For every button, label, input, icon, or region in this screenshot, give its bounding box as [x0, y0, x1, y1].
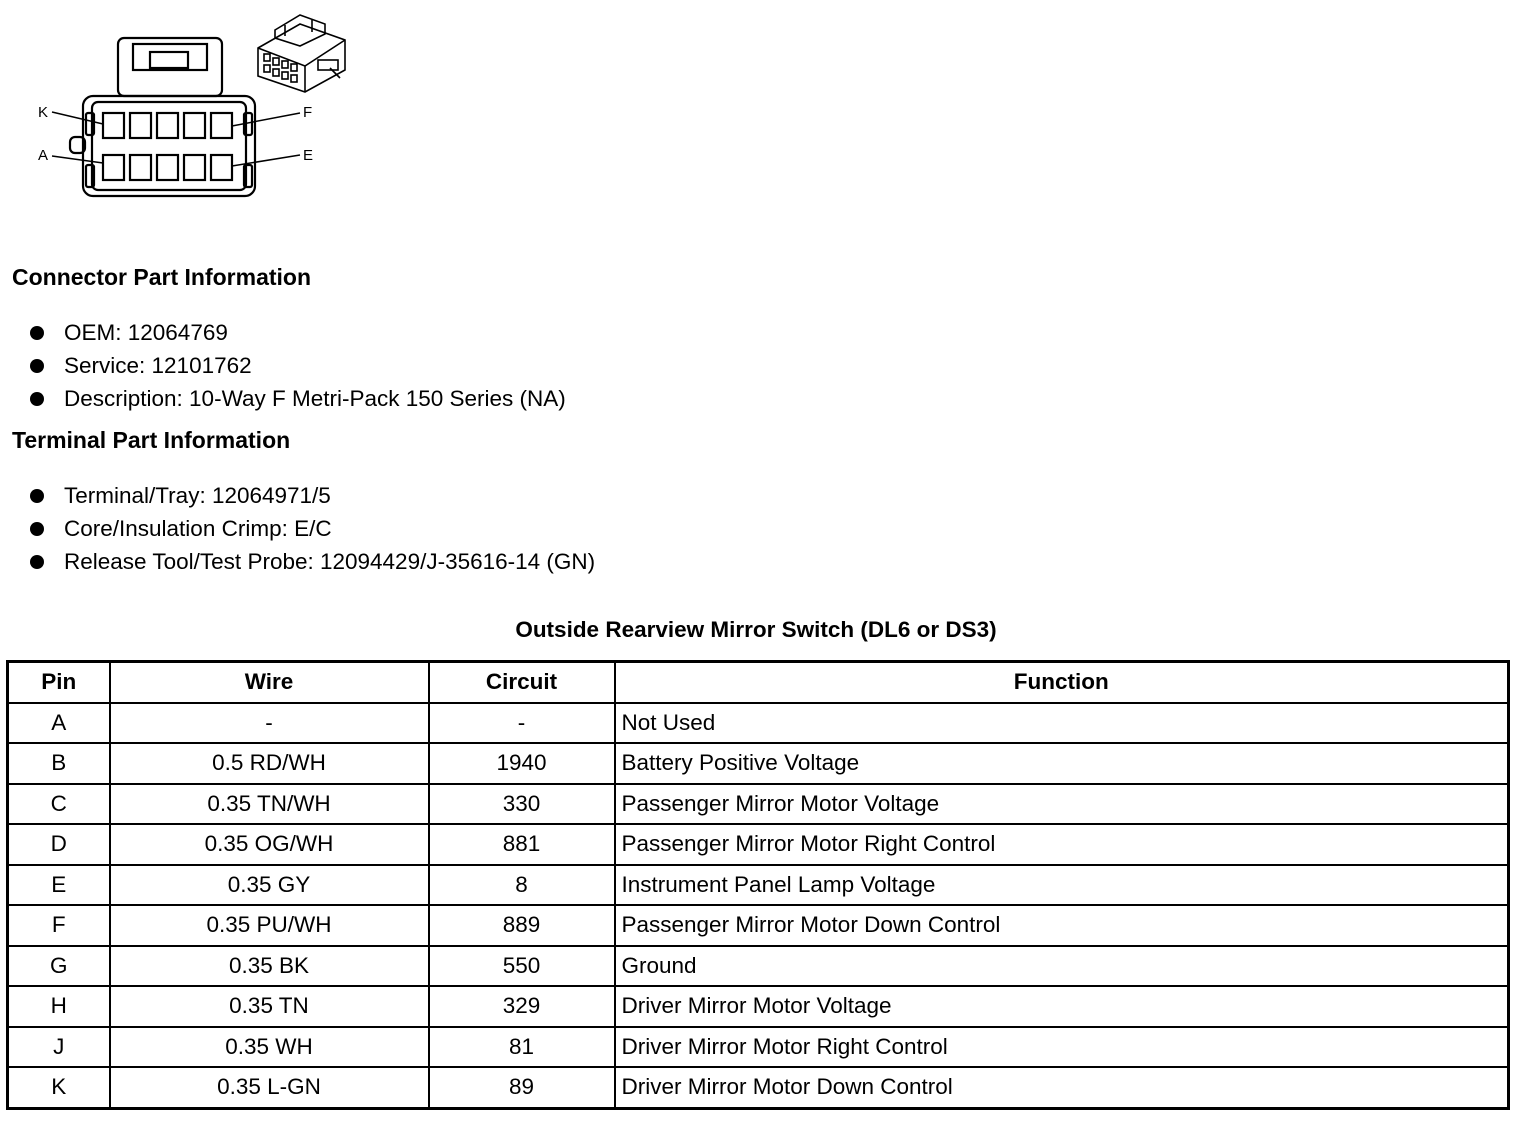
cavity: [103, 155, 124, 180]
cavity: [103, 113, 124, 138]
cell-pin: E: [8, 865, 110, 906]
header-wire: Wire: [110, 662, 429, 703]
pinout-table: [6, 660, 1510, 1110]
table-row: [8, 1067, 1509, 1108]
cell-wire: 0.35 L-GN: [110, 1067, 429, 1108]
cavity: [157, 155, 178, 180]
cell-circuit: 89: [429, 1067, 615, 1108]
list-item: Terminal/Tray: 12064971/5: [28, 479, 595, 512]
cell-circuit: 550: [429, 946, 615, 987]
cell-function: Not Used: [615, 703, 1509, 744]
connector-diagram: [0, 0, 380, 210]
list-item: OEM: 12064769: [28, 316, 566, 349]
connector-iso-view: [258, 15, 345, 92]
cell-circuit: 889: [429, 905, 615, 946]
bullet-icon: [30, 489, 44, 503]
header-circuit: Circuit: [429, 662, 615, 703]
cell-wire: 0.5 RD/WH: [110, 743, 429, 784]
cell-circuit: -: [429, 703, 615, 744]
cell-function: Battery Positive Voltage: [615, 743, 1509, 784]
cell-wire: 0.35 WH: [110, 1027, 429, 1068]
cavity: [184, 155, 205, 180]
cell-circuit: 8: [429, 865, 615, 906]
list-item: Service: 12101762: [28, 349, 566, 382]
table-row: [8, 986, 1509, 1027]
cell-function: Driver Mirror Motor Voltage: [615, 986, 1509, 1027]
cell-wire: 0.35 GY: [110, 865, 429, 906]
cavity: [184, 113, 205, 138]
cell-circuit: 1940: [429, 743, 615, 784]
cavity: [157, 113, 178, 138]
table-row: [8, 703, 1509, 744]
bullet-icon: [30, 555, 44, 569]
pin-label-f: F: [303, 104, 313, 121]
cell-circuit: 330: [429, 784, 615, 825]
cell-pin: C: [8, 784, 110, 825]
table-title: Outside Rearview Mirror Switch (DL6 or DS3): [515, 617, 997, 642]
table-row: [8, 784, 1509, 825]
cell-pin: K: [8, 1067, 110, 1108]
cell-wire: 0.35 TN/WH: [110, 784, 429, 825]
cell-pin: J: [8, 1027, 110, 1068]
pin-label-k: K: [38, 104, 49, 121]
cavity: [211, 113, 232, 138]
list-item: Release Tool/Test Probe: 12094429/J-35616-14 (GN): [28, 545, 595, 578]
cell-function: Ground: [615, 946, 1509, 987]
bullet-icon: [30, 326, 44, 340]
cell-wire: 0.35 TN: [110, 986, 429, 1027]
connector-info-list: [28, 316, 566, 415]
cell-pin: B: [8, 743, 110, 784]
bullet-icon: [30, 522, 44, 536]
cavity: [211, 155, 232, 180]
header-function: Function: [615, 662, 1509, 703]
cell-wire: -: [110, 703, 429, 744]
table-row: [8, 824, 1509, 865]
table-row: [8, 946, 1509, 987]
table-row: [8, 865, 1509, 906]
cell-pin: H: [8, 986, 110, 1027]
cell-pin: F: [8, 905, 110, 946]
cell-pin: D: [8, 824, 110, 865]
cell-pin: G: [8, 946, 110, 987]
terminal-info-list: [28, 479, 595, 578]
pin-label-e: E: [303, 147, 314, 164]
bullet-icon: [30, 392, 44, 406]
bullet-icon: [30, 359, 44, 373]
cell-wire: 0.35 OG/WH: [110, 824, 429, 865]
cell-function: Instrument Panel Lamp Voltage: [615, 865, 1509, 906]
pin-label-a: A: [38, 147, 49, 164]
cell-circuit: 81: [429, 1027, 615, 1068]
list-item: Core/Insulation Crimp: E/C: [28, 512, 595, 545]
cell-function: Passenger Mirror Motor Down Control: [615, 905, 1509, 946]
cell-function: Passenger Mirror Motor Right Control: [615, 824, 1509, 865]
cell-wire: 0.35 BK: [110, 946, 429, 987]
cavity: [130, 155, 151, 180]
cell-circuit: 329: [429, 986, 615, 1027]
list-item: Description: 10-Way F Metri-Pack 150 Series (NA): [28, 382, 566, 415]
table-row: [8, 1027, 1509, 1068]
terminal-section-title: Terminal Part Information: [12, 427, 291, 453]
cell-circuit: 881: [429, 824, 615, 865]
cell-function: Driver Mirror Motor Right Control: [615, 1027, 1509, 1068]
cell-function: Driver Mirror Motor Down Control: [615, 1067, 1509, 1108]
cavity: [130, 113, 151, 138]
cell-function: Passenger Mirror Motor Voltage: [615, 784, 1509, 825]
cell-pin: A: [8, 703, 110, 744]
connector-section-title: Connector Part Information: [12, 264, 312, 290]
header-pin: Pin: [8, 662, 110, 703]
cell-wire: 0.35 PU/WH: [110, 905, 429, 946]
table-row: [8, 905, 1509, 946]
table-row: [8, 743, 1509, 784]
table-header-row: [8, 662, 1509, 703]
